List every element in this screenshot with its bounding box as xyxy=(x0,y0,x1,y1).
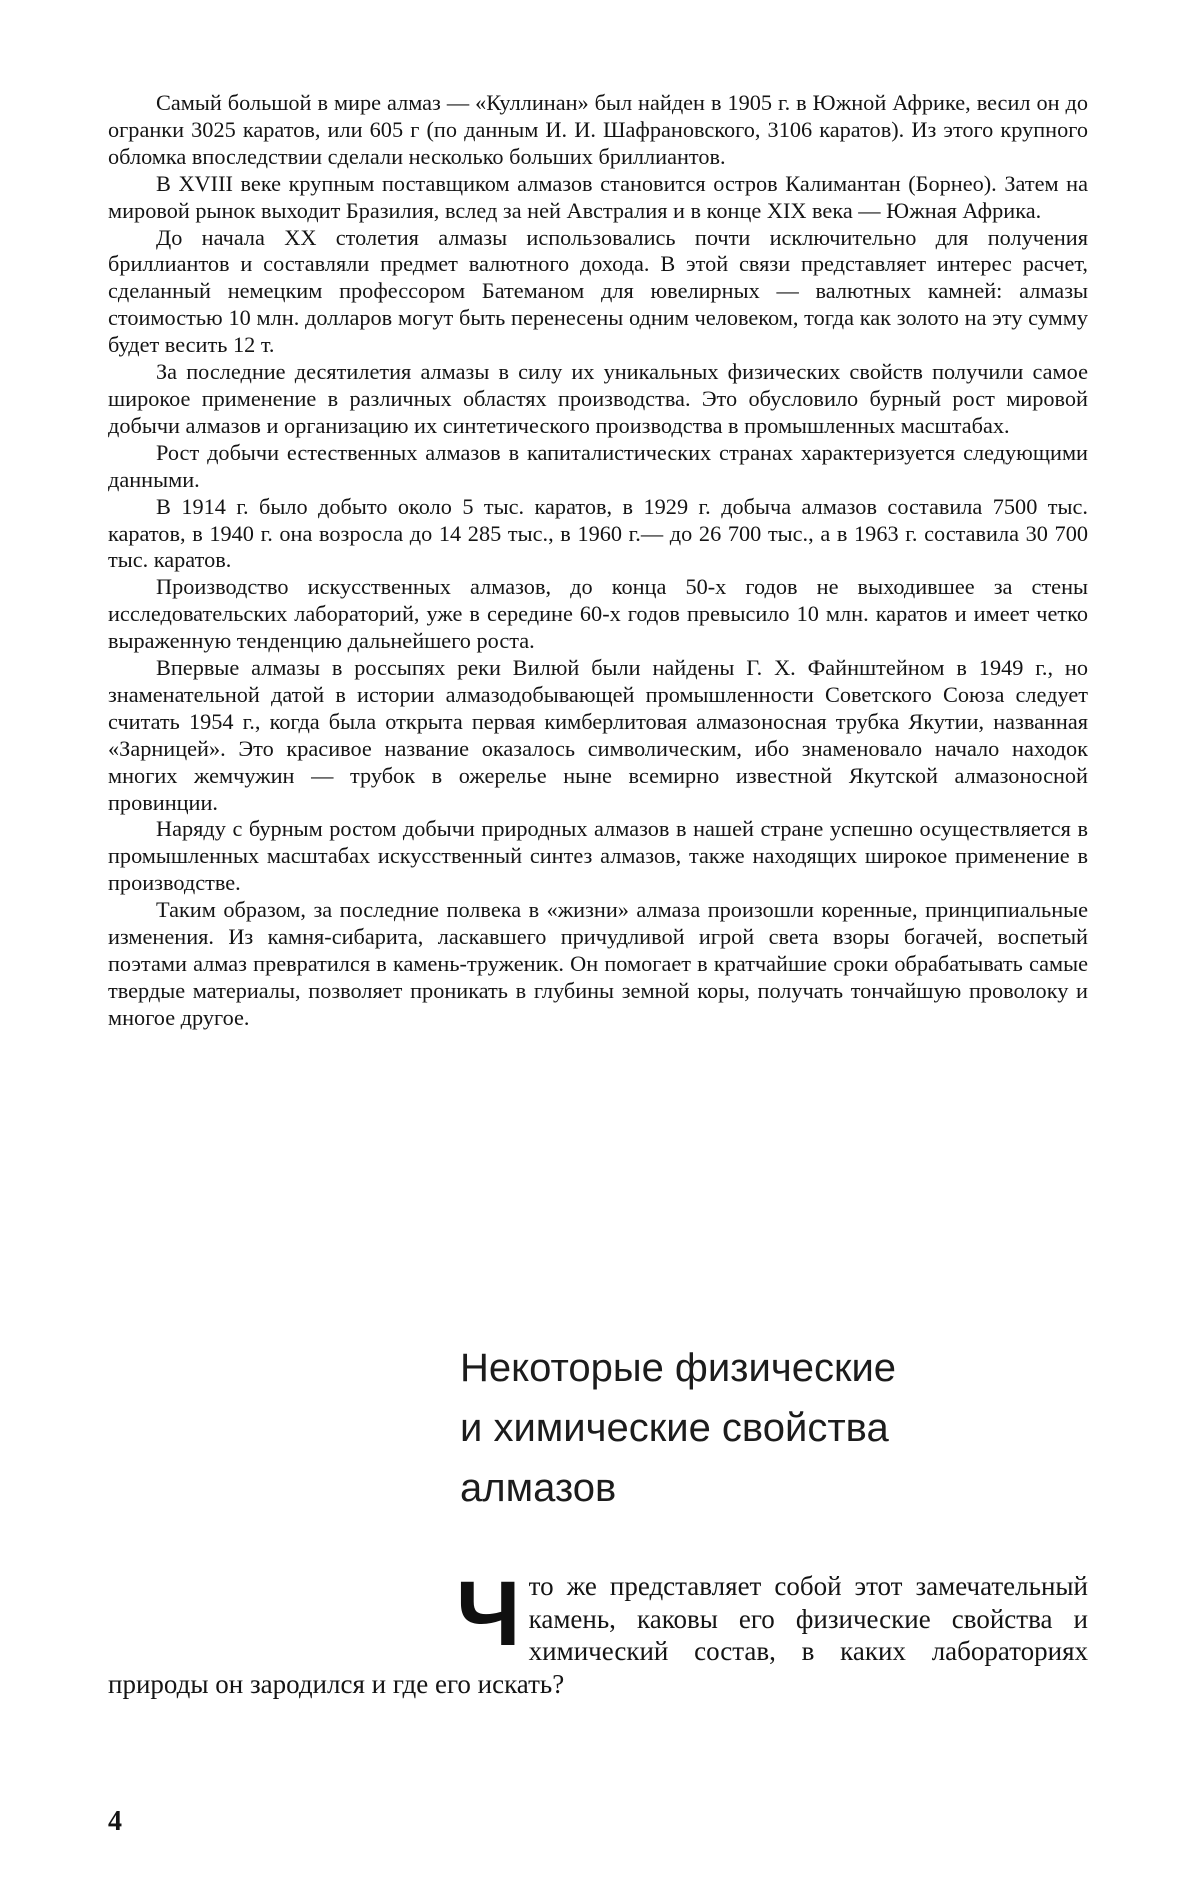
body-text xyxy=(108,90,1088,1032)
section-heading xyxy=(460,1338,1080,1518)
section-heading-line-1: Некоторые физические xyxy=(460,1346,897,1390)
paragraph-7: Производство искусственных алмазов, до конца 50-х годов не выходившее за стены исследовательских лабораторий, уже в середине 60-х годов превысило 10 млн. каратов и имеет четко выраженную тенденцию дальнейшего роста. xyxy=(108,574,1088,654)
intro-paragraph xyxy=(108,1563,1088,1700)
paragraph-9: Наряду с бурным ростом добычи природных алмазов в нашей стране успешно осуществляется в промышленных масштабах искусственный синтез алмазов, также находящих широкое применение в производстве. xyxy=(108,816,1088,896)
paragraph-8: Впервые алмазы в россыпях реки Вилюй были найдены Г. Х. Файнштейном в 1949 г., но знаменательной датой в истории алмазодобывающей промышленности Советского Союза следует считать 1954 г., когда была открыта первая кимберлитовая алмазоносная трубка Якутии, названная «Зарницей». Это красивое название оказалось символическим, ибо знаменовало начало находок многих жемчужин — трубок в ожерелье ныне всемирно известной Якутской алмазоносной провинции. xyxy=(108,655,1088,815)
intro-text: то же представляет собой этот замечательный камень, каковы его физические свойства и химический состав, в каких лабораториях природы он зародился и где его искать? xyxy=(108,1571,1088,1699)
paragraph-6: В 1914 г. было добыто около 5 тыс. каратов, в 1929 г. добыча алмазов составила 7500 тыс. каратов, в 1940 г. она возросла до 14 285 тыс., в 1960 г.— до 26 700 тыс., а в 1963 г. составила 30 700 тыс. каратов. xyxy=(108,493,1088,573)
paragraph-1: Самый большой в мире алмаз — «Куллинан» был найден в 1905 г. в Южной Африке, весил он до огранки 3025 каратов, или 605 г (по данным И. И. Шафрановского, 3106 каратов). Из этого крупного обломка впоследствии сделали несколько больших бриллиантов. xyxy=(108,90,1088,169)
paragraph-5: Рост добычи естественных алмазов в капиталистических странах характеризуется следующими данными. xyxy=(108,439,1088,492)
paragraph-10: Таким образом, за последние полвека в «жизни» алмаза произошли коренные, принципиальные изменения. Из камня-сибарита, ласкавшего причудливой игрой света взоры богачей, воспетый поэтами алмаз превратился в камень-труженик. Он помогает в кратчайшие сроки обрабатывать самые твердые материалы, позволяет проникать в глубины земной коры, получать тончайшую проволоку и многое другое. xyxy=(108,897,1088,1030)
section-heading-line-3: алмазов xyxy=(460,1466,617,1510)
page-number: 4 xyxy=(108,1806,122,1837)
section-heading-line-2: и химические свойства xyxy=(460,1406,889,1450)
paragraph-4: За последние десятилетия алмазы в силу их уникальных физических свойств получили самое широкое применение в различных областях производства. Это обусловило бурный рост мировой добычи алмазов и организацию их синтетического производства в промышленных масштабах. xyxy=(108,359,1088,438)
paragraph-2: В XVIII веке крупным поставщиком алмазов становится остров Калимантан (Борнео). Затем на мировой рынок выходит Бразилия, вслед за ней Австралия и в конце XIX века — Южная Африка. xyxy=(108,170,1088,223)
paragraph-3: До начала XX столетия алмазы использовались почти исключительно для получения бриллиантов и составляли предмет валютного дохода. В этой связи представляет интерес расчет, сделанный немецким профессором Батеманом для ювелирных — валютных камней: алмазы стоимостью 10 млн. долларов могут быть перенесены одним человеком, тогда как золото на эту сумму будет весить 12 т. xyxy=(108,224,1088,358)
drop-cap: Ч xyxy=(456,1563,521,1665)
